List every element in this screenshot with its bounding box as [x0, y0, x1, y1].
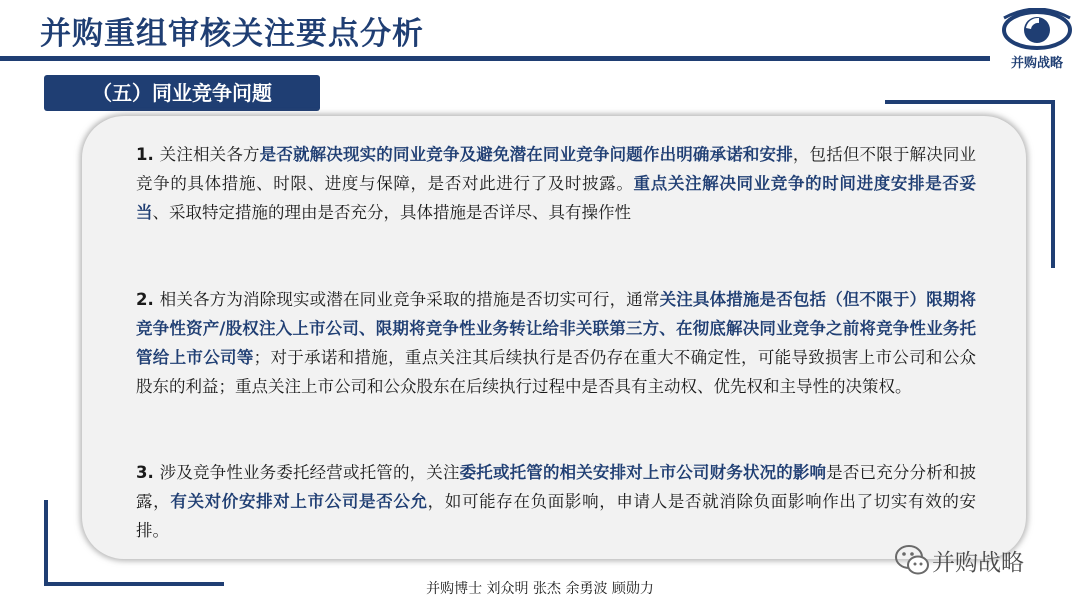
item-2-text: 相关各方为消除现实或潜在同业竞争采取的措施是否切实可行，通常: [159, 290, 660, 309]
item-2-highlight: 关注具体措施是否包括（但不限于）限期将竞争性资产/股权注入上市公司、限期将竞争性业务转让给非关联第三方、在彻底解决同业竞争之前将竞争性业务托管给上市公司等: [136, 290, 977, 367]
item-1-highlight: 是否就解决现实的同业竞争及避免潜在同业竞争问题作出明确承诺和安排: [259, 145, 793, 164]
section-tab: [44, 75, 320, 111]
item-3-text: ，如可能存在负面影响，申请人是否就消除负面影响作出了切实有效的安排。: [136, 492, 976, 540]
item-3: [136, 458, 976, 545]
item-1-text: 关注相关各方: [159, 145, 260, 164]
page-title: 并购重组审核关注要点分析: [40, 16, 424, 52]
item-3-number: 3.: [136, 463, 160, 482]
item-1: [136, 140, 976, 227]
footer-authors: 并购博士 刘众明 张杰 余勇波 顾勋力: [426, 581, 654, 597]
item-3-highlight: 有关对价安排对上市公司是否公允: [170, 492, 428, 511]
item-3-text: 是否已充分分析和披露，: [136, 463, 977, 511]
item-2-number: 2.: [136, 290, 160, 309]
section-tab-label: （五）同业竞争问题: [92, 81, 272, 105]
item-1-text: ，包括但不限于解决同业竞争的具体措施、时限、进度与保障，是否对此进行了及时披露。: [136, 145, 977, 193]
watermark-text: 并购战略: [932, 550, 1024, 576]
logo-text: 并购战略: [1010, 56, 1063, 71]
item-3-text: 涉及竞争性业务委托经营或托管的，关注: [159, 463, 460, 482]
item-2: [136, 285, 976, 401]
item-1-highlight: 重点关注解决同业竞争的时间进度安排是否妥当: [136, 174, 976, 222]
item-1-number: 1.: [136, 145, 160, 164]
item-3-highlight: 委托或托管的相关安排对上市公司财务状况的影响: [459, 463, 827, 482]
item-2-text: ；对于承诺和措施，重点关注其后续执行是否仍存在重大不确定性，可能导致损害上市公司和公众股东的利益；重点关注上市公司和公众股东在后续执行过程中是否具有主动权、优先权和主导性的决策权。: [136, 348, 977, 396]
title-underline: [0, 56, 990, 61]
item-1-text: 、采取特定措施的理由是否充分，具体措施是否详尽、具有操作性: [152, 203, 631, 222]
